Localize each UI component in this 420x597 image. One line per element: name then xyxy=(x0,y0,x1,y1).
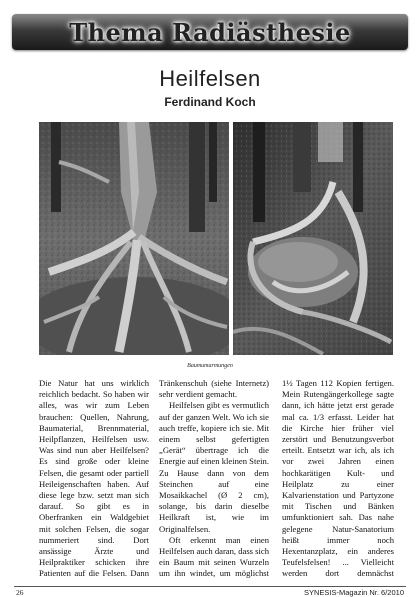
tree-roots-wrapping-rock-photo xyxy=(233,122,393,355)
article-author: Ferdinand Koch xyxy=(164,95,256,109)
paragraph: Heilfelsen gibt es vermutlich auf der ganzen Welt. Wo ich sie auch treffe, kopiere ich sie. Mit einem selbst gefertigten „Gerät“ übertrage ich die Energie auf einen kleinen Stein. Zu Hause dann von dem Steinchen auf eine Mosaikkachel (Ø 2 cm), solange, bis darin dieselbe Heilkraft ist, wie im Originalfelsen. xyxy=(159,400,269,534)
section-title: Thema Radiästhesie xyxy=(69,18,351,47)
photo-tree-roots-right xyxy=(233,122,393,355)
photo-tree-roots-left xyxy=(39,122,229,355)
text-column-2 xyxy=(159,378,269,578)
section-banner xyxy=(12,14,408,50)
article-title: Heilfelsen xyxy=(159,66,261,91)
paragraph: Tränkenschuh (siehe Internetz) sehr verdient gemacht. xyxy=(159,378,269,400)
tree-roots-on-rock-photo xyxy=(39,122,229,355)
text-column-3 xyxy=(282,378,394,578)
footer-rule xyxy=(14,586,406,587)
paragraph: 1½ Tagen 112 Kopien fertigen. Mein Rutengängerkollege sagte dann, ich hätte jetzt erst gerade mal ca. 1/3 erfasst. Leider hat die Kirche hier früher viel zerstört und Benutzungsverbot erteilt. Entsetzt war ich, als ich vor zwei Jahren einen hochkarätigen Kult- und Heilplatz zu einer Kalvarienstation und Partyzone mit Tischen und Bänken umfunktioniert sah. Das nahe gelegene Natur-Sanatorium heißt immer noch Hexentanzplatz, ein anderes Teufelsfelsen! ... Vielleicht werden dort demnächst xyxy=(282,378,394,578)
page-number: 26 xyxy=(16,588,24,597)
paragraph: Die Natur hat uns wirklich reichlich bedacht. So haben wir alles, was wir zum Leben brauchen: Quellen, Nahrung, Baumaterial, Brennmaterial, Heilpflanzen, Heilfelsen usw. Was sind nun aber Heilfelsen? Es sind große oder kleine Felsen, die gesamt oder partiell Heileigenschaften haben. Auf diese lege bzw. setzt man sich darauf. So gibt es in Oberfranken ein Waldgebiet mit solchen Felsen, die sogar nummeriert sind. Dort ansässige Ärzte und Heilpraktiker schicken ihre Patienten auf die Felsen. Dann xyxy=(39,378,149,578)
photo-caption: Baumumarmungen xyxy=(187,363,233,369)
magazine-info: SYNESIS-Magazin Nr. 6/2010 xyxy=(303,588,404,597)
text-column-1 xyxy=(39,378,149,578)
paragraph: Oft erkennt man einen Heilfelsen auch daran, dass sich ein Baum mit seinen Wurzeln um ihn windet, um möglichst xyxy=(159,534,269,578)
